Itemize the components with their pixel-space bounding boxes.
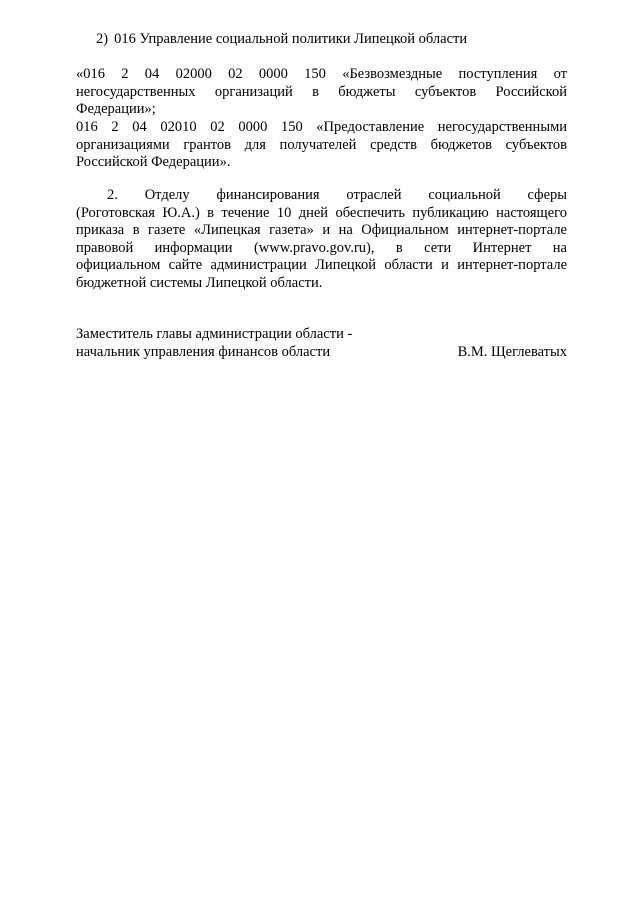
paragraph-publication-order [76, 187, 567, 293]
paragraph-line: организациями грантов для получателей средств бюджетов субъектов [76, 136, 567, 153]
signatory-name: В.М. Щеглеватых [457, 343, 567, 360]
paragraph-line: Российской Федерации». [76, 154, 231, 171]
paragraph-code-02000 [76, 66, 567, 119]
paragraph-line: негосударственных организаций в бюджеты субъектов Российской [76, 83, 567, 100]
paragraph-line: (Роготовская Ю.А.) в течение 10 дней обеспечить публикацию настоящего [76, 204, 567, 221]
signatory-title-line-1: Заместитель главы администрации области - [76, 326, 353, 342]
paragraph-line: правовой информации (www.pravo.gov.ru), в сети Интернет на [76, 239, 567, 256]
paragraph-line: 016 2 04 02010 02 0000 150 «Предоставление негосударственными [76, 119, 567, 135]
section-heading [96, 31, 467, 49]
paragraph-line: Федерации»; [76, 101, 156, 118]
signature-title-row-2 [76, 344, 567, 362]
signatory-title-line-2: начальник управления финансов области [76, 343, 331, 360]
section-title: 016 Управление социальной политики Липецкой области [114, 31, 468, 47]
section-number: 2) [96, 31, 109, 47]
signature-block [76, 326, 567, 361]
paragraph-line: приказа в газете «Липецкая газета» и на Официальном интернет-портале [76, 222, 567, 239]
paragraph-line: официальном сайте администрации Липецкой области и интернет-портале [76, 257, 567, 274]
paragraph-code-02010 [76, 119, 567, 172]
paragraph-line: бюджетной системы Липецкой области. [76, 274, 323, 291]
signature-title-row-1 [76, 326, 567, 344]
paragraph-line: 2. Отделу финансирования отраслей социальной сферы [107, 187, 567, 203]
paragraph-line: «016 2 04 02000 02 0000 150 «Безвозмездные поступления от [76, 66, 567, 82]
